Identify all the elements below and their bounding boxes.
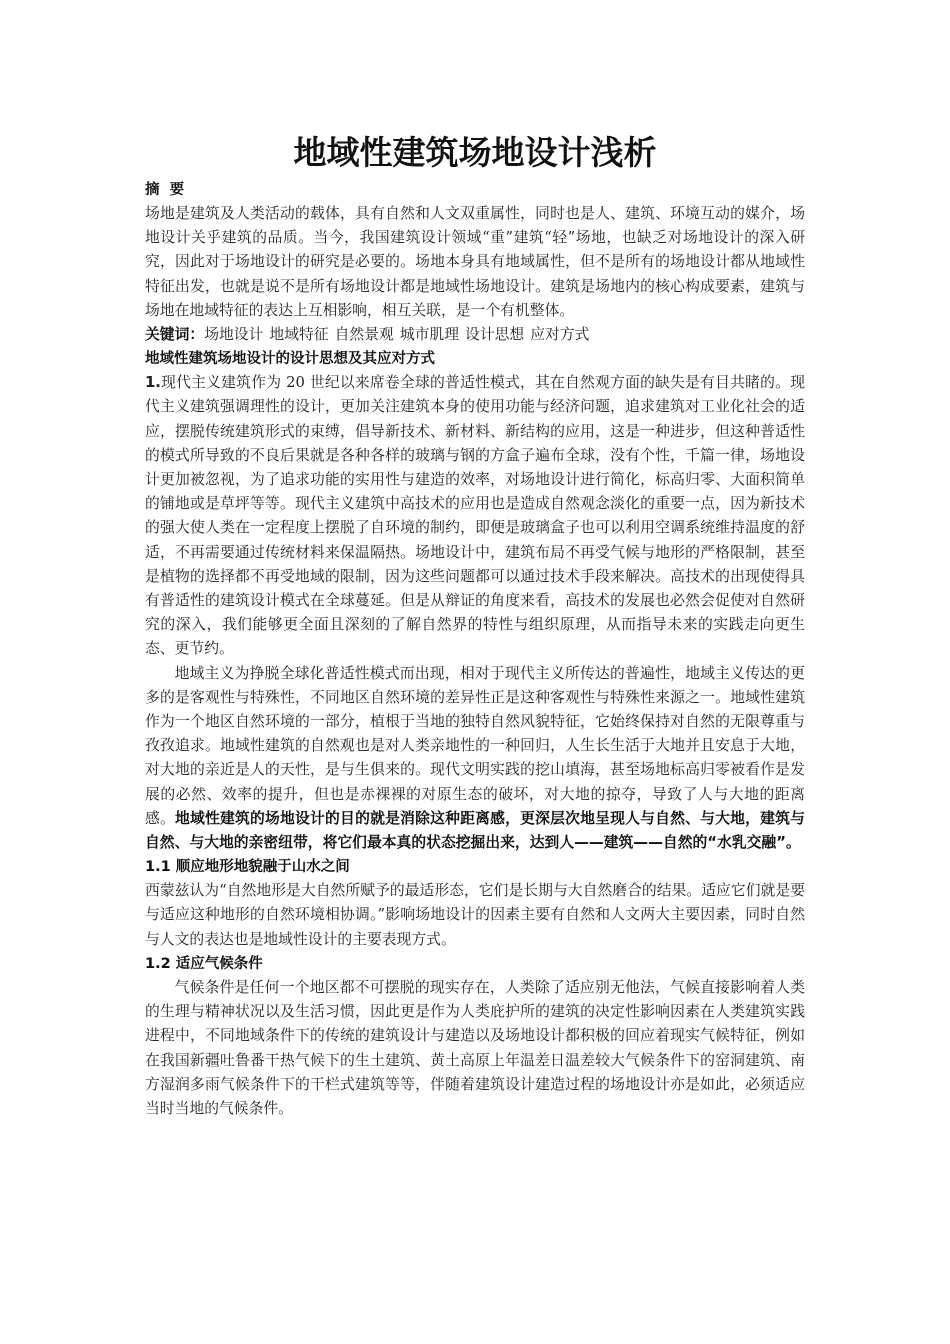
- keyword-item: 地域特征: [269, 326, 329, 344]
- subsection-text-1-1: 西蒙兹认为“自然地形是大自然所赋予的最适形态，它们是长期与大自然磨合的结果。适应它们就是要与适应这种地形的自然环境相协调。”影响场地设计的因素主要有自然和人文两大主要因素，同时自然与人文的表达也是地域性设计的主要表现方式。: [145, 882, 805, 948]
- keyword-item: 自然景观: [334, 326, 394, 344]
- paragraph-number: 1.: [145, 374, 161, 392]
- section-paragraph-1: [145, 371, 805, 661]
- paragraph-text: 现代主义建筑作为 20 世纪以来席卷全球的普适性模式，其在自然观方面的缺失是有目共睹的。现代主义建筑强调理性的设计，更加关注建筑本身的使用功能与经济问题，追求建筑对工业化社会的适应，摆脱传统建筑形式的束缚，倡导新技术、新材料、新结构的应用，这是一种进步，但这种普适性的模式所导致的不良后果就是各种各样的玻璃与钢的方盒子遍布全球，没有个性，千篇一律，场地设计更加被忽视，为了追求功能的实用性与建造的效率，对场地设计进行简化，标高归零、大面积简单的铺地或是草坪等等。现代主义建筑中高技术的应用也是造成自然观念淡化的重要一点，因为新技术的强大使人类在一定程度上摆脱了自环境的制约，即便是玻璃盒子也可以利用空调系统维持温度的舒适，不再需要通过传统材料来保温隔热。场地设计中，建筑布局不再受气候与地形的严格限制，甚至是植物的选择都不再受地域的限制，因为这些问题都可以通过技术手段来解决。高技术的出现使得具有普适性的建筑设计模式在全球蔓延。但是从辩证的角度来看，高技术的发展也必然会促使对自然研究的深入，我们能够更全面且深刻的了解自然界的特性与组织原理，从而指导未来的实践走向更生态、更节约。: [145, 374, 805, 658]
- keyword-item: 设计思想: [465, 326, 525, 344]
- keyword-item: 城市肌理: [399, 326, 460, 344]
- keywords-label: 关键词：: [145, 326, 205, 344]
- keyword-item: 场地设计: [204, 326, 264, 344]
- section-paragraph-2: [145, 662, 805, 856]
- paragraph-text: 地域主义为挣脱全球化普适性模式而出现，相对于现代主义所传达的普遍性，地域主义传达的更多的是客观性与特殊性，不同地区自然环境的差异性正是这种客观性与特殊性来源之一。地域性建筑作为一个地区自然环境的一部分，植根于当地的独特自然风貌特征，它始终保持对自然的无限尊重与孜孜追求。地域性建筑的自然观也是对人类亲地性的一种回归，人生长生活于大地并且安息于大地，对大地的亲近是人的天性，是与生俱来的。现代文明实践的挖山填海，甚至场地标高归零被看作是发展的必然、效率的提升，但也是赤裸裸的对原生态的破坏，对大地的掠夺，导致了人与大地的距离感。: [145, 664, 805, 827]
- keywords-line: [145, 323, 805, 347]
- section-heading: 地域性建筑场地设计的设计思想及其应对方式: [145, 351, 435, 368]
- abstract-text: 场地是建筑及人类活动的载体，具有自然和人文双重属性，同时也是人、建筑、环境互动的媒介，场地设计关乎建筑的品质。当今，我国建筑设计领域“重”建筑“轻”场地，也缺乏对场地设计的深入研究，因此对于场地设计的研究是必要的。场地本身具有地域属性，但不是所有的场地设计都从地域性特征出发，也就是说不是所有场地设计都是地域性场地设计。建筑是场地内的核心构成要素，建筑与场地在地域特征的表达上互相影响，相互关联，是一个有机整体。: [145, 205, 805, 319]
- keyword-item: 应对方式: [530, 326, 590, 344]
- document-title: 地域性建筑场地设计浅析: [293, 133, 657, 172]
- document-page: [145, 128, 805, 1121]
- paragraph-bold-text: 地域性建筑的场地设计的目的就是消除这种距离感，更深层次地呈现人与自然、与大地，建筑与自然、与大地的亲密纽带，将它们最本真的状态挖掘出来，达到人——建筑——自然的“水乳交融”。: [145, 809, 805, 852]
- subsection-heading-1-1: 1.1 顺应地形地貌融于山水之间: [145, 859, 350, 876]
- subsection-text-1-2: 气候条件是任何一个地区都不可摆脱的现实存在，人类除了适应别无他法，气候直接影响着人类的生理与精神状况以及生活习惯，因此更是作为人类庇护所的建筑的决定性影响因素在人类建筑实践进程中，不同地域条件下的传统的建筑设计与建造以及场地设计都积极的回应着现实气候特征，例如在我国新疆吐鲁番干热气候下的生土建筑、黄土高原上年温差日温差较大气候条件下的窑洞建筑、南方湿润多雨气候条件下的干栏式建筑等等，伴随着建筑设计建造过程的场地设计亦是如此，必须适应当时当地的气候条件。: [145, 978, 805, 1117]
- subsection-heading-1-2: 1.2 适应气候条件: [145, 955, 263, 972]
- abstract-heading: 摘 要: [145, 182, 185, 198]
